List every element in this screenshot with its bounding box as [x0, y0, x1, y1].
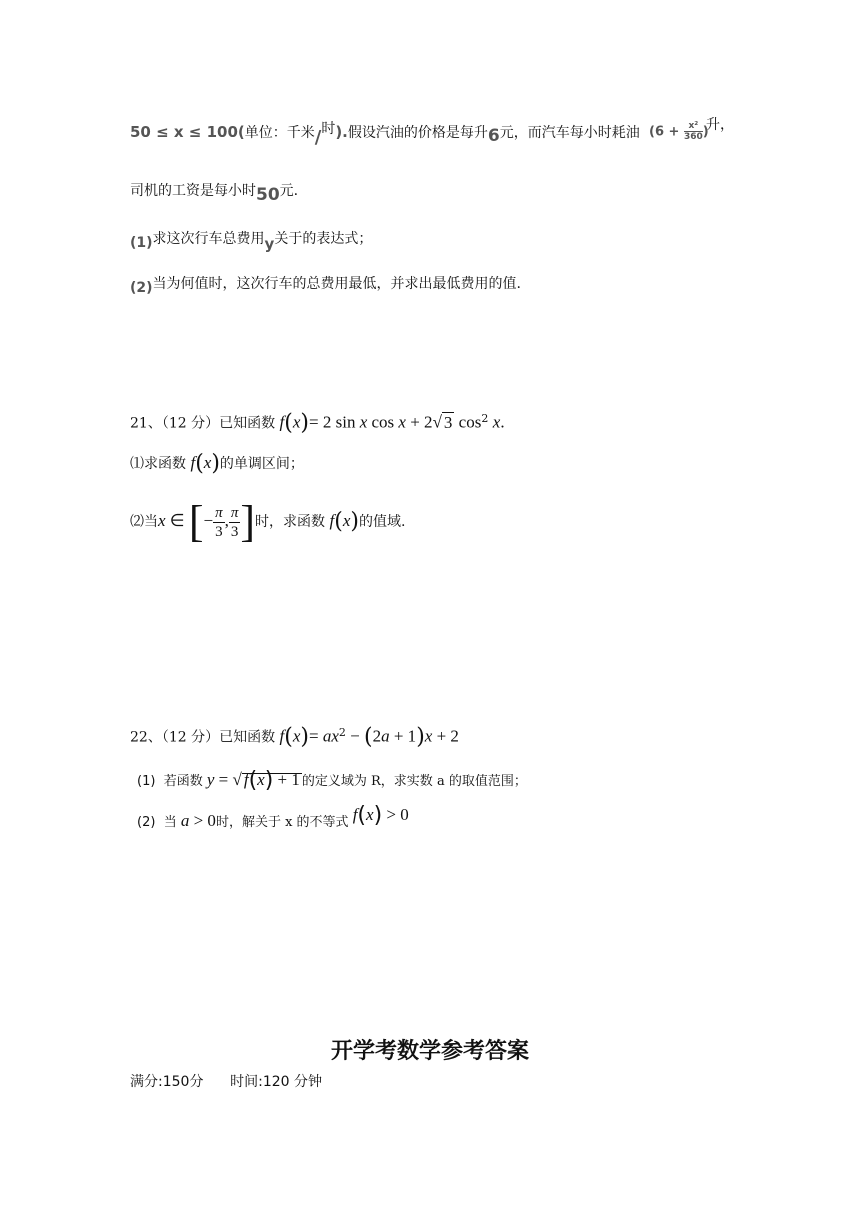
- problem21-header: [130, 409, 505, 434]
- problem20-q1: [130, 229, 372, 254]
- p22-plus2: + 2: [432, 726, 459, 746]
- p22-q2-num: (2): [137, 815, 156, 830]
- p21-var: x: [292, 412, 301, 432]
- p22-var: x: [292, 726, 301, 746]
- p22-q2-ineq: [352, 803, 409, 828]
- problem20-q2: [130, 274, 521, 298]
- p22-q1-x: x: [257, 770, 265, 789]
- fraction-denominator: 3: [230, 523, 239, 540]
- p21-var3: x: [398, 412, 406, 432]
- q1-number: (1): [130, 235, 153, 251]
- bracket-close: ]: [240, 497, 256, 546]
- problem20-line2-text: 司机的工资是每小时: [130, 183, 256, 199]
- paren-open: (: [357, 803, 367, 828]
- p21-q1-a: ⑴求函数: [130, 456, 186, 472]
- p22-sq: 2: [338, 726, 346, 739]
- q2-number: (2): [130, 280, 153, 296]
- p22-two: 2: [372, 726, 382, 746]
- price-value: 6: [487, 126, 500, 146]
- p22-plus1: + 1: [389, 726, 417, 746]
- consumption-close: ): [702, 124, 709, 140]
- unit-hour: 时: [321, 121, 336, 137]
- p21-cos2: cos: [454, 412, 482, 432]
- p22-q2-func: f: [352, 805, 358, 824]
- consumption-numerator: x²: [684, 121, 703, 132]
- p21-header-text: 21、（12 分）已知函数: [130, 415, 276, 432]
- problem21-q2: [130, 496, 405, 547]
- problem20-line1: [130, 119, 640, 148]
- p22-q2-b: 时，解关于 x 的不等式: [215, 815, 349, 830]
- p21-end: .: [500, 412, 505, 432]
- p21-func: f: [279, 412, 285, 432]
- consumption-denominator: 360: [683, 132, 703, 142]
- p22-q2-x: x: [366, 805, 374, 824]
- p22-func: f: [279, 726, 285, 746]
- paren-close: ): [264, 768, 274, 793]
- fraction-numerator: π: [230, 504, 239, 521]
- problem20-text2: 元，而汽车每小时耗油: [499, 125, 640, 141]
- p21-q2-c: 的值域.: [358, 514, 406, 530]
- p21-sq: 2: [481, 412, 489, 425]
- paren-open: (: [284, 724, 293, 750]
- p22-q1-num: (1): [137, 774, 156, 789]
- consumption-open: (6 +: [649, 124, 684, 140]
- sqrt-sign: √: [432, 412, 442, 432]
- p22-q1-y: y: [206, 770, 215, 789]
- problem20-text3: 升，: [706, 117, 734, 133]
- p22-x: x: [331, 726, 339, 746]
- p21-q1-var: x: [203, 453, 212, 472]
- sqrt-content: [242, 768, 302, 793]
- paren-close: ): [211, 451, 220, 476]
- p21-q2-func: f: [329, 511, 335, 530]
- p21-q2-b: 时，求函数: [255, 514, 326, 530]
- p22-a: a: [322, 726, 332, 746]
- paren-close: ): [350, 509, 359, 534]
- p22-mid: −: [345, 726, 364, 746]
- p22-q1-plus1: + 1: [273, 770, 300, 789]
- problem22-q2: [137, 803, 409, 833]
- p21-q2-var2: x: [342, 511, 351, 530]
- wage-value: 50: [256, 185, 280, 205]
- q2-text: 当为何值时，这次行车的总费用最低，并求出最低费用的值.: [152, 276, 521, 292]
- p21-q1-func: f: [190, 453, 196, 472]
- sqrt-sign: √: [232, 770, 242, 789]
- score-text: 满分:150分: [130, 1074, 204, 1090]
- unit-slash: /: [314, 127, 322, 148]
- problem21-q1: [130, 453, 304, 474]
- paren-open: (: [284, 410, 293, 436]
- p22-q2-a-var: a: [180, 811, 190, 830]
- unit-prefix: 单位：千米: [244, 125, 315, 141]
- paren-open: (: [195, 451, 204, 476]
- paren-close: ): [300, 724, 310, 750]
- p22-q1-b: 的定义域为 R，求实数 a 的取值范围；: [301, 774, 527, 789]
- p21-plus: + 2: [405, 412, 433, 432]
- p22-q2-ineq-gt: > 0: [382, 805, 409, 824]
- p22-q2-a: 当: [163, 815, 177, 830]
- p21-comma: ,: [224, 511, 229, 530]
- answer-title: 开学考数学参考答案: [330, 1039, 529, 1064]
- p22-q2-gt0: > 0: [189, 811, 216, 830]
- paren-close: ): [416, 724, 425, 750]
- p21-q2-var: x: [158, 511, 166, 530]
- q1-text-a: 求这次行车总费用: [152, 231, 265, 247]
- p22-q1-func: f: [243, 770, 249, 789]
- fraction-numerator: π: [215, 504, 223, 521]
- problem22-q1: (1) 若函数 y = √ f(x) + 1 的定义域为 R，求实数 a 的取值范围；: [137, 768, 527, 793]
- problem20-text1: 假设汽油的价格是每升: [347, 125, 488, 141]
- range-formula: 50 ≤ x ≤ 100(: [130, 123, 245, 141]
- time-text: 时间:120 分钟: [230, 1074, 323, 1090]
- fraction-neg-pi-3: [213, 504, 225, 541]
- p21-sqrt3: 3: [443, 412, 453, 432]
- paren-open: (: [248, 768, 258, 793]
- bracket-open: [: [188, 497, 204, 546]
- p21-eq: = 2 sin: [309, 412, 360, 432]
- paren-open: (: [334, 509, 343, 534]
- problem20-line2-end: 元.: [279, 183, 299, 199]
- p21-q2-a: ⑵当: [130, 514, 158, 530]
- fraction-pi-3: [229, 504, 241, 541]
- p22-a2: a: [381, 726, 390, 746]
- p22-q1-a: 若函数: [163, 774, 203, 789]
- paren-open: (: [364, 724, 373, 750]
- p22-header-text: 22、（12 分）已知函数: [130, 729, 276, 746]
- p22-x2: x: [424, 726, 433, 746]
- consumption-formula: [649, 121, 709, 143]
- p21-q2-in: ∈: [165, 511, 189, 530]
- p21-q1-b: 的单调区间；: [219, 456, 304, 472]
- p22-eq: =: [309, 726, 323, 746]
- p21-cos1: cos: [367, 412, 399, 432]
- problem20-line1-end: [706, 115, 734, 135]
- q1-var: y: [264, 235, 275, 253]
- paren-close: ): [373, 803, 383, 828]
- p21-minus: −: [203, 511, 214, 530]
- answer-meta: [130, 1072, 322, 1092]
- consumption-fraction: [684, 121, 703, 142]
- p21-var2: x: [359, 412, 368, 432]
- p21-var4: x: [492, 412, 501, 432]
- close-paren: ).: [335, 123, 348, 141]
- fraction-denominator: 3: [215, 523, 223, 540]
- problem22-header: [130, 723, 459, 748]
- paren-close: ): [300, 410, 310, 436]
- problem20-line2: [130, 181, 298, 205]
- q1-text-b: 关于的表达式；: [274, 231, 373, 247]
